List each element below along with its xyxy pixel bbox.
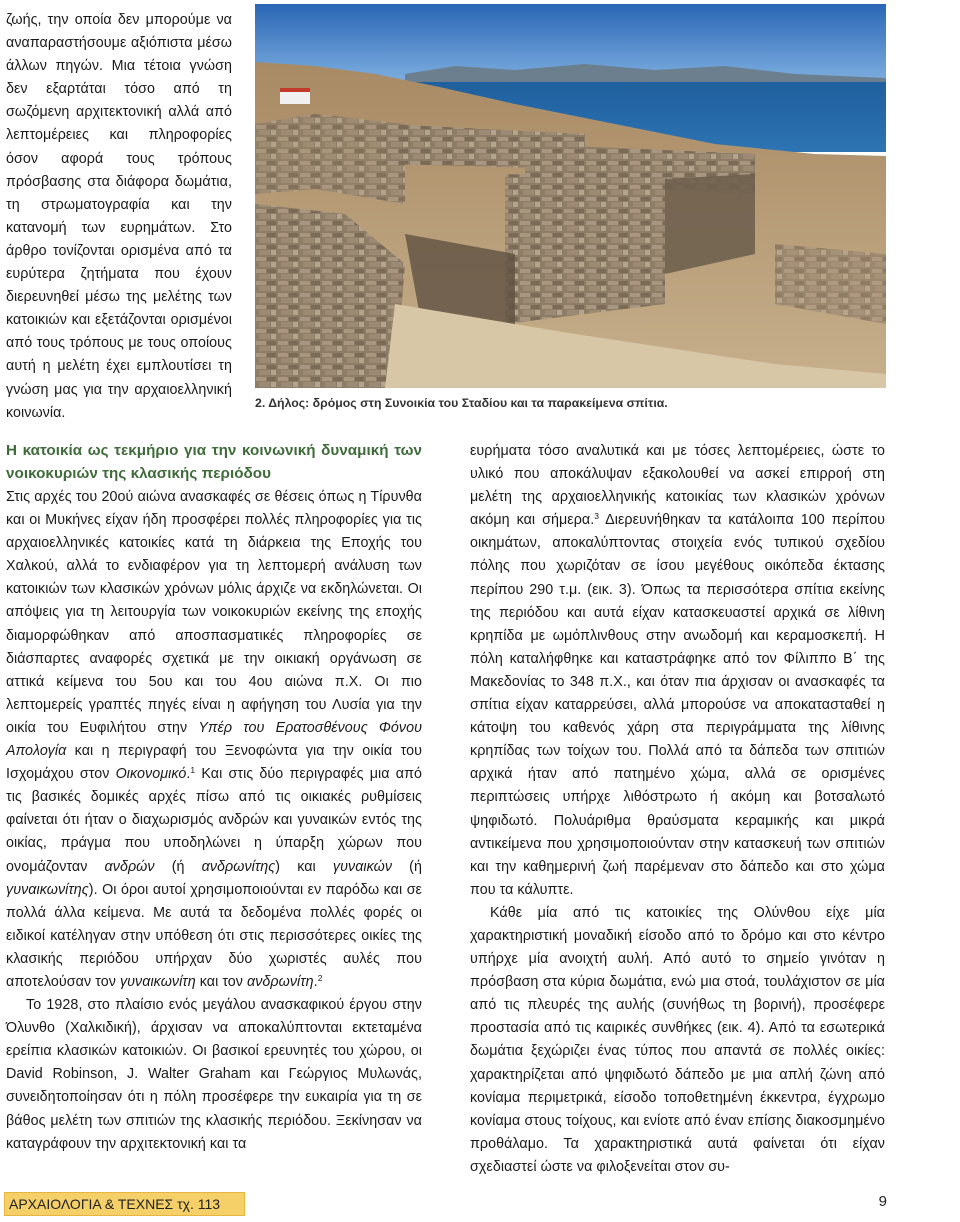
italic-term: ανδρωνίτη	[247, 973, 314, 990]
left-paragraph-1: Στις αρχές του 20ού αιώνα ανασκαφές σε θέσεις όπως η Τίρυνθα και οι Μυκήνες είχαν ήδη προσφέρει πολλές πληροφορίες για τις αρχαιοελληνικές κατοικίες κατά τη διάρκεια της Εποχής του Χαλκού, αλλά το ενδιαφέρον για τη λεπτομερή ανάλυση των κατοικιών των κλασικών χρόνων μόλις άρχιζε να εκδηλώνεται. Οι απόψεις για τη λειτουργία των νοικοκυριών εκείνης της εποχής διαμορφώθηκαν από αποσπασματικές πληροφορίες σε διάσπαρτες αναφορές σχετικά με την οικιακή οργάνωση σε αττικά κείμενα του 5ου και του 4ου αιώνα π.Χ. Οι πιο λεπτομερείς γραπτές πηγές είναι η αφήγηση του Λυσία για την οικία του Ευφιλήτου στην Υπέρ του Ερατοσθένους Φόνου Απολογία και η περιγραφή του Ξενοφώντα για την οικία του Ισχομάχου στον Οικονομικό.$^1$ Και στις δύο περιγραφές μια από τις βασικές δομικές αρχές πίσω από τις οικιακές ρυθμίσεις φαίνεται ότι ήταν ο διαχωρισμός ανδρών και γυναικών εντός της οικίας, πράγμα που υποδηλώνει η ύπαρξη χώρων που ονομάζονταν ανδρών (ή ανδρωνίτης) και γυναικών (ή γυναικωνίτης). Οι όροι αυτοί χρησιμοποιούνται εν παρόδω και σε πολλά άλλα κείμενα. Με αυτά τα δεδομένα πολλές φορές οι ειδικοί κατέληγαν στην υπόθεση ότι στις περισσότερες οικίες της κλασικής περιόδου υπήρχαν δύο χωριστές αυλές που αποτελούσαν τον γυναικωνίτη και τον ανδρωνίτη.$^2$	[6, 489, 423, 990]
text-run: (ή	[392, 858, 422, 875]
right-paragraph-2: Κάθε μία από τις κατοικίες της Ολύνθου είχε μία χαρακτηριστική μοναδική είσοδο από το δρόμο και στο κέντρο υπήρχε μία ανοιχτή αυλή. Από αυτό το σημείο γινόταν η πρόσβαση στα κύρια δωμάτια, ενώ μια στοά, τουλάχιστον σε μία από τις πλευρές της αυλής (συνήθως τη βορινή), προσέφερε προστασία από τις καιρικές συνθήκες (εικ. 4). Από τα εσωτερικά δωμάτια ξεχώριζει ένας τύπος που απαντά σε πολλές οικίες: χαρακτηρίζεται από ψηφιδωτό δάπεδο με μια απλή ζώνη από κονίαμα περιμετρικά, είσοδο τοποθετημένη έκκεντρα, έγχρωμο κονίαμα στους τοίχους, και ενίοτε από έναν επίσης διακοσμημένο προθάλαμο. Τα χαρακτηριστικά αυτά φαίνεται ότι είχαν σχεδιαστεί ώστε να φιλοξενείται στον συ-	[470, 904, 885, 1175]
footnote-ref: 3	[594, 511, 599, 522]
text-run: ). Οι όροι αυτοί χρησιμοποιούνται εν παρόδω και σε πολλά άλλα κείμενα. Με αυτά τα δεδομένα πολλές φορές οι ειδικοί κατέληγαν στην υπόθεση ότι στις περισσότερες οικίες της κλασικής περιόδου υπήρχαν δύο χωριστές αυλές που αποτελούσαν τον	[6, 881, 422, 990]
text-run: και η περιγραφή του Ξενοφώντα για την οικία του Ισχομάχου στον	[6, 743, 422, 783]
left-column	[6, 440, 422, 1156]
right-paragraph-1	[470, 440, 885, 902]
text-run: και τον	[195, 973, 248, 990]
magazine-badge: ΑΡΧΑΙΟΛΟΓΙΑ & ΤΕΧΝΕΣ τχ. 113	[4, 1192, 245, 1216]
italic-term: γυναικωνίτη	[119, 973, 196, 990]
text-run: Διερευνήθηκαν τα κατάλοιπα 100 περίπου οικημάτων, αποκαλύπτοντας στοιχεία ενός τυπικού σχεδίου πόλης που χωριζόταν σε ίσου μεγέθους οικόπεδα έκτασης περίπου 290 τ.μ. (εικ. 3). Όπως τα περισσότερα σπίτια εκείνης της περιόδου και αυτά είχαν κατασκευαστεί αρχικά σε λίθινη κρηπίδα με ωμόπλινθους στην ανωδομή και κεραμοσκεπή. Η πόλη καταλήφθηκε και καταστράφηκε από τον Φίλιππο Β΄ της Μακεδονίας το 348 π.Χ., και όταν πια άρχισαν οι ανασκαφές τα σπίτια είχαν καταρρεύσει, αλλά μπορούσε να αποκατασταθεί η κάτοψη του καθενός χάρη στα περιγράμματα της λίθινης κρηπίδας των τοίχων του. Πολλά από τα δάπεδα των σπιτιών αρχικά ήταν από πατημένο χώμα, αλλά σε ορισμένες περιπτώσεις υπήρχε λιθόστρωτο ή ακόμη και βοτσαλωτό ψηφιδωτό. Πολυάριθμα θραύσματα κεραμικής και μικρά αντικείμενα που χρησιμοποιούνταν στην κατασκευή των σπιτιών και την καθημερινή ζωή παρέμεναν στο δάπεδο και στο χώμα που τα κάλυπτε.	[470, 512, 885, 898]
text-run: Και στις δύο περιγραφές μια από τις βασικές δομικές αρχές πίσω από τις οικιακές ρυθμίσεις φαίνεται ότι ήταν ο διαχωρισμός ανδρών και γυναικών εντός της οικίας, πράγμα που υποδηλώνει η ύπαρξη χώρων που ονομάζονταν	[6, 766, 422, 875]
page-number: 9	[878, 1193, 887, 1210]
italic-title-lysias: Υπέρ του Ερατοσθένους Φόνου Απολογία	[6, 719, 423, 760]
left-paragraph-2: Το 1928, στο πλαίσιο ενός μεγάλου ανασκαφικού έργου στην Όλυνθο (Χαλκιδική), άρχισαν να αποκαλύπτονται εκτεταμένα ερείπια κλασικών κατοικιών. Οι βασικοί ερευνητές του χώρου, οι David Robinson, J. Walter Graham και Γεώργιος Μυλωνάς, συνειδητοποίησαν ότι η πόλη προσέφερε την ευκαιρία για τη σε βάθος μελέτη των σπιτιών της κλασικής περιόδου. Ξεκίνησαν να καταγράφουν την αρχιτεκτονική και τα	[6, 997, 422, 1152]
text-run: (ή	[154, 858, 202, 875]
italic-term: γυναικωνίτης	[6, 881, 89, 898]
intro-paragraph	[6, 9, 232, 425]
italic-term: γυναικών	[332, 858, 393, 875]
italic-term: ανδρωνίτης	[201, 858, 276, 875]
section-heading: Η κατοικία ως τεκμήριο για την κοινωνική δυναμική των νοικοκυριών της κλασικής περιόδου	[6, 442, 422, 482]
figure-caption: 2. Δήλος: δρόμος στη Συνοικία του Σταδίου και τα παρακείμενα σπίτια.	[255, 396, 668, 410]
text-run: ευρήματα τόσο αναλυτικά και με τόσες λεπτομέρειες, ώστε το υλικό που αποκάλυψαν εξακολουθεί να ασκεί επιρροή στη μελέτη της αρχαιοελληνικής κατοικίας των κλασικών χρόνων ακόμη και σήμερα.	[470, 443, 885, 529]
text-run: ) και	[275, 858, 333, 875]
intro-text: ζωής, την οποία δεν μπορούμε να αναπαραστήσουμε αξιόπιστα μέσω άλλων πηγών. Μια τέτοια γνώση δεν εξαρτάται τόσο από τη σωζόμενη αρχιτεκτονική αλλά από λεπτομέρειες και πληροφορίες όσον αφορά τους τρόπους πρόσβασης στα διάφορα δωμάτια, τη στρωματογραφία και την κατανομή των ευρημάτων. Στο άρθρο τονίζονται ορισμένα από τα ευρύτερα ζητήματα που έχουν διερευνηθεί μέσω της μελέτης των κατοικιών και εξετάζονται ορισμένοι από τους τρόπους με τους οποίους αυτή η μελέτη έχει εμπλουτίσει τη γνώση μας για την αρχαιοελληνική κοινωνία.	[6, 12, 232, 421]
footnote-ref: 2	[317, 972, 323, 983]
footnote-ref: 1	[190, 765, 196, 776]
text-run: Στις αρχές του 20ού αιώνα ανασκαφές σε θέσεις όπως η Τίρυνθα και οι Μυκήνες είχαν ήδη προσφέρει πολλές πληροφορίες για τις αρχαιοελληνικές κατοικίες κατά τη διάρκεια της Εποχής του Χαλκού, αλλά το ενδιαφέρον για τη λεπτομερή ανάλυση των κατοικιών των κλασικών χρόνων μόλις άρχιζε να εκδηλώνεται. Οι απόψεις για τη λειτουργία των νοικοκυριών εκείνης της εποχής διαμορφώθηκαν από αποσπασματικές πληροφορίες σε διάσπαρτες αναφορές σχετικά με την οικιακή οργάνωση σε αττικά κείμενα του 5ου και του 4ου αιώνα π.Χ. Οι πιο λεπτομερείς γραπτές πηγές είναι η αφήγηση του Λυσία για την οικία του Ευφιλήτου στην	[6, 489, 422, 736]
photo-image	[255, 4, 886, 388]
right-column	[470, 440, 885, 1179]
italic-title-oikonomikos: Οικονομικό	[115, 766, 187, 783]
photo-delos-stadium-quarter	[255, 4, 886, 388]
italic-term: ανδρών	[104, 858, 155, 875]
